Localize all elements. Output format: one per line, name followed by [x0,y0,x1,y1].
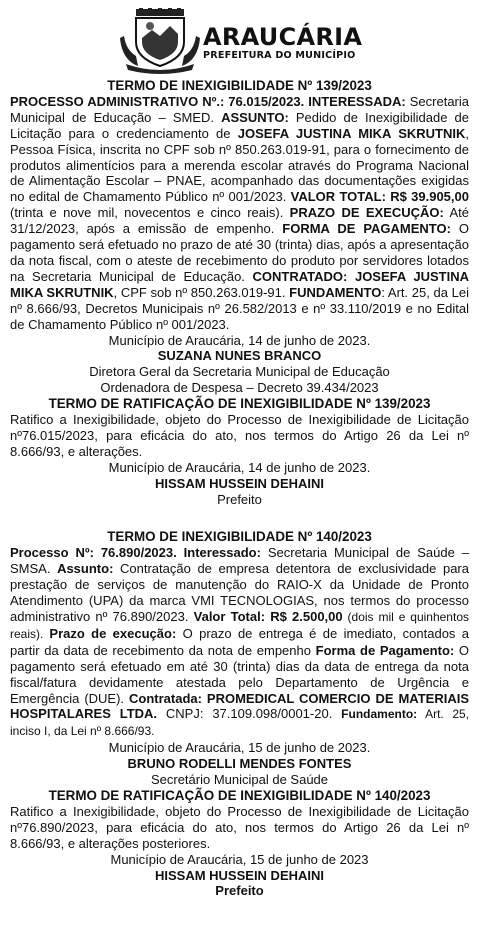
int-value: Secretaria Municipal de Saúde – SMSA. [10,545,469,577]
org-subtitle: PREFEITURA DO MUNICÍPIO [203,50,356,61]
ass-label: Assunto: [57,561,114,577]
ratification-139-signer: HISSAM HUSSEIN DEHAINI [154,475,325,491]
term-140-date: Município de Araucária, 15 de junho de 2023. [108,740,371,756]
term-140-title: TERMO DE INEXIGIBILIDADE Nº 140/2023 [107,529,372,545]
contratado-label: CONTRATADO: JOSEFA JUSTINA MIKA SKRUTNIK [10,268,469,300]
section-gap [10,507,469,529]
ratification-140-title: TERMO DE RATIFICAÇÃO DE INEXIGIBILIDADE Nº 140/2023 [48,787,431,803]
contratada-text: CNPJ: 37.109.098/0001-20. [157,706,342,722]
ratification-139-role: Prefeito [217,491,262,507]
prazo-label: PRAZO DE EXECUÇÃO: [289,205,444,221]
ass-value: Pedido de Inexigibilidade de Licitação para o credenciamento de [10,109,469,141]
ass-label: ASSUNTO: [221,109,289,125]
proc-value: 76.015/2023. [224,93,309,109]
description: , Pessoa Física, inscrita no CPF sob nº 850.263.019-91, para o fornecimento de produtos alimentícios para a merenda escolar através do Programa Nacional de Alimentação Escolar – PNAE, acompanhado das documentações exigidas no edital de Chamamento Público nº 001/2023. [10,125,470,205]
term-139-signer: SUZANA NUNES BRANCO [157,348,322,364]
header [0,0,479,78]
fundamento-label: Fundamento: [341,707,418,722]
ass-value: Contratação de empresa detentora de exclusividade para prestação de serviços de manutenção do RAIO-X da Unidade de Pronto Atendimento (UPA) da marca VMI TECNOLOGIAS, nos termos do processo administrativo nº 76.890/2023. [10,561,469,624]
ratification-140-role: Prefeito [215,883,264,899]
term-140-body [10,545,469,740]
fundamento-label: FUNDAMENTO [289,284,382,300]
term-139-body [10,94,469,333]
ratification-139-title: TERMO DE RATIFICAÇÃO DE INEXIGIBILIDADE Nº 139/2023 [48,396,431,412]
term-139-signer-role: Diretora Geral da Secretaria Municipal de Educação [89,364,390,380]
term-140-signer: BRUNO RODELLI MENDES FONTES [127,756,352,772]
forma-label: FORMA DE PAGAMENTO: [282,221,451,237]
valor-text: (trinta e nove mil, novecentos e cinco reais). [10,205,290,221]
person-name: JOSEFA JUSTINA MIKA SKRUTNIK [237,125,466,141]
org-name: ARAUCÁRIA [203,23,363,51]
valor-label: VALOR TOTAL: R$ 39.905,00 [290,189,469,205]
valor-label: Valor Total: R$ 2.500,00 [193,609,343,624]
fundamento-text: : Art. 25, da Lei nº 8.666/93, Decretos Municipais nº 26.582/2013 e nº 33.110/2019 e no Edital de Chamamento Público nº 001/2023. [10,284,469,332]
contratada-label: Contratada: PROMEDICAL COMERCIO DE MATERIAIS HOSPITALARES LTDA. [10,690,469,722]
prazo-label: Prazo de execução: [49,625,177,641]
int-label: INTERESSADA: [308,93,406,109]
ratification-140-text: Ratifico a Inexigibilidade, objeto do Processo de Inexigibilidade de Licitação nº76.890/2023, para eficácia do ato, nos termos do Artigo 26 da Lei nº 8.666/93, e alterações posteriores. [10,803,469,851]
ratification-140-date: Município de Araucária, 15 de junho de 2023 [110,851,369,867]
fundamento-text: Art. 25, inciso I, da Lei nº 8.666/93. [10,707,470,739]
forma-label: Forma de Pagamento: [315,642,455,658]
ratification-140-signer: HISSAM HUSSEIN DEHAINI [154,867,325,883]
contratado-text: , CPF sob nº 850.263.019-91. [113,284,290,300]
term-139-signer-role-2: Ordenadora de Despesa – Decreto 39.434/2023 [100,380,379,396]
term-139-title: TERMO DE INEXIGIBILIDADE Nº 139/2023 [107,78,372,93]
ratification-139-date: Município de Araucária, 14 de junho de 2023. [108,459,371,475]
forma-text: O pagamento será efetuado em até 30 (trinta) dias da data de entrega da nota fiscal/fatura devidamente atestada pelo Departamento de Urgência e Emergência (DUE). [10,642,469,706]
prazo-text: Até 31/12/2023, após a emissão de empenho. [10,205,469,237]
ratification-139-text: Ratifico a Inexigibilidade, objeto do Processo de Inexigibilidade de Licitação nº76.015/2023, para eficácia do ato, nos termos do Artigo 26 da Lei nº 8.666/93, e alterações. [10,412,469,459]
term-139-date: Município de Araucária, 14 de junho de 2023. [108,332,371,348]
proc-label: PROCESSO ADMINISTRATIVO Nº.: [10,93,225,109]
brand [203,25,362,61]
valor-text: (dois mil e quinhentos reais). [10,610,469,641]
forma-text: O pagamento será efetuado no prazo de até 30 (trinta) dias, após a apresentação da nota fiscal, com o ateste de recebimento do produto por servidores lotados na Secretaria Municipal de Educação. [10,221,469,284]
term-140-signer-role: Secretário Municipal de Saúde [150,772,329,788]
araucaria-coat-of-arms-icon [118,8,202,74]
document-body [10,78,469,899]
int-value: Secretaria Municipal de Educação – SMED. [10,93,469,125]
prazo-text: O prazo de entrega é de imediato, contados a partir da data de recebimento da nota de empenho [10,625,469,658]
proc-label: Processo Nº: 76.890/2023. Interessado: [10,545,261,561]
